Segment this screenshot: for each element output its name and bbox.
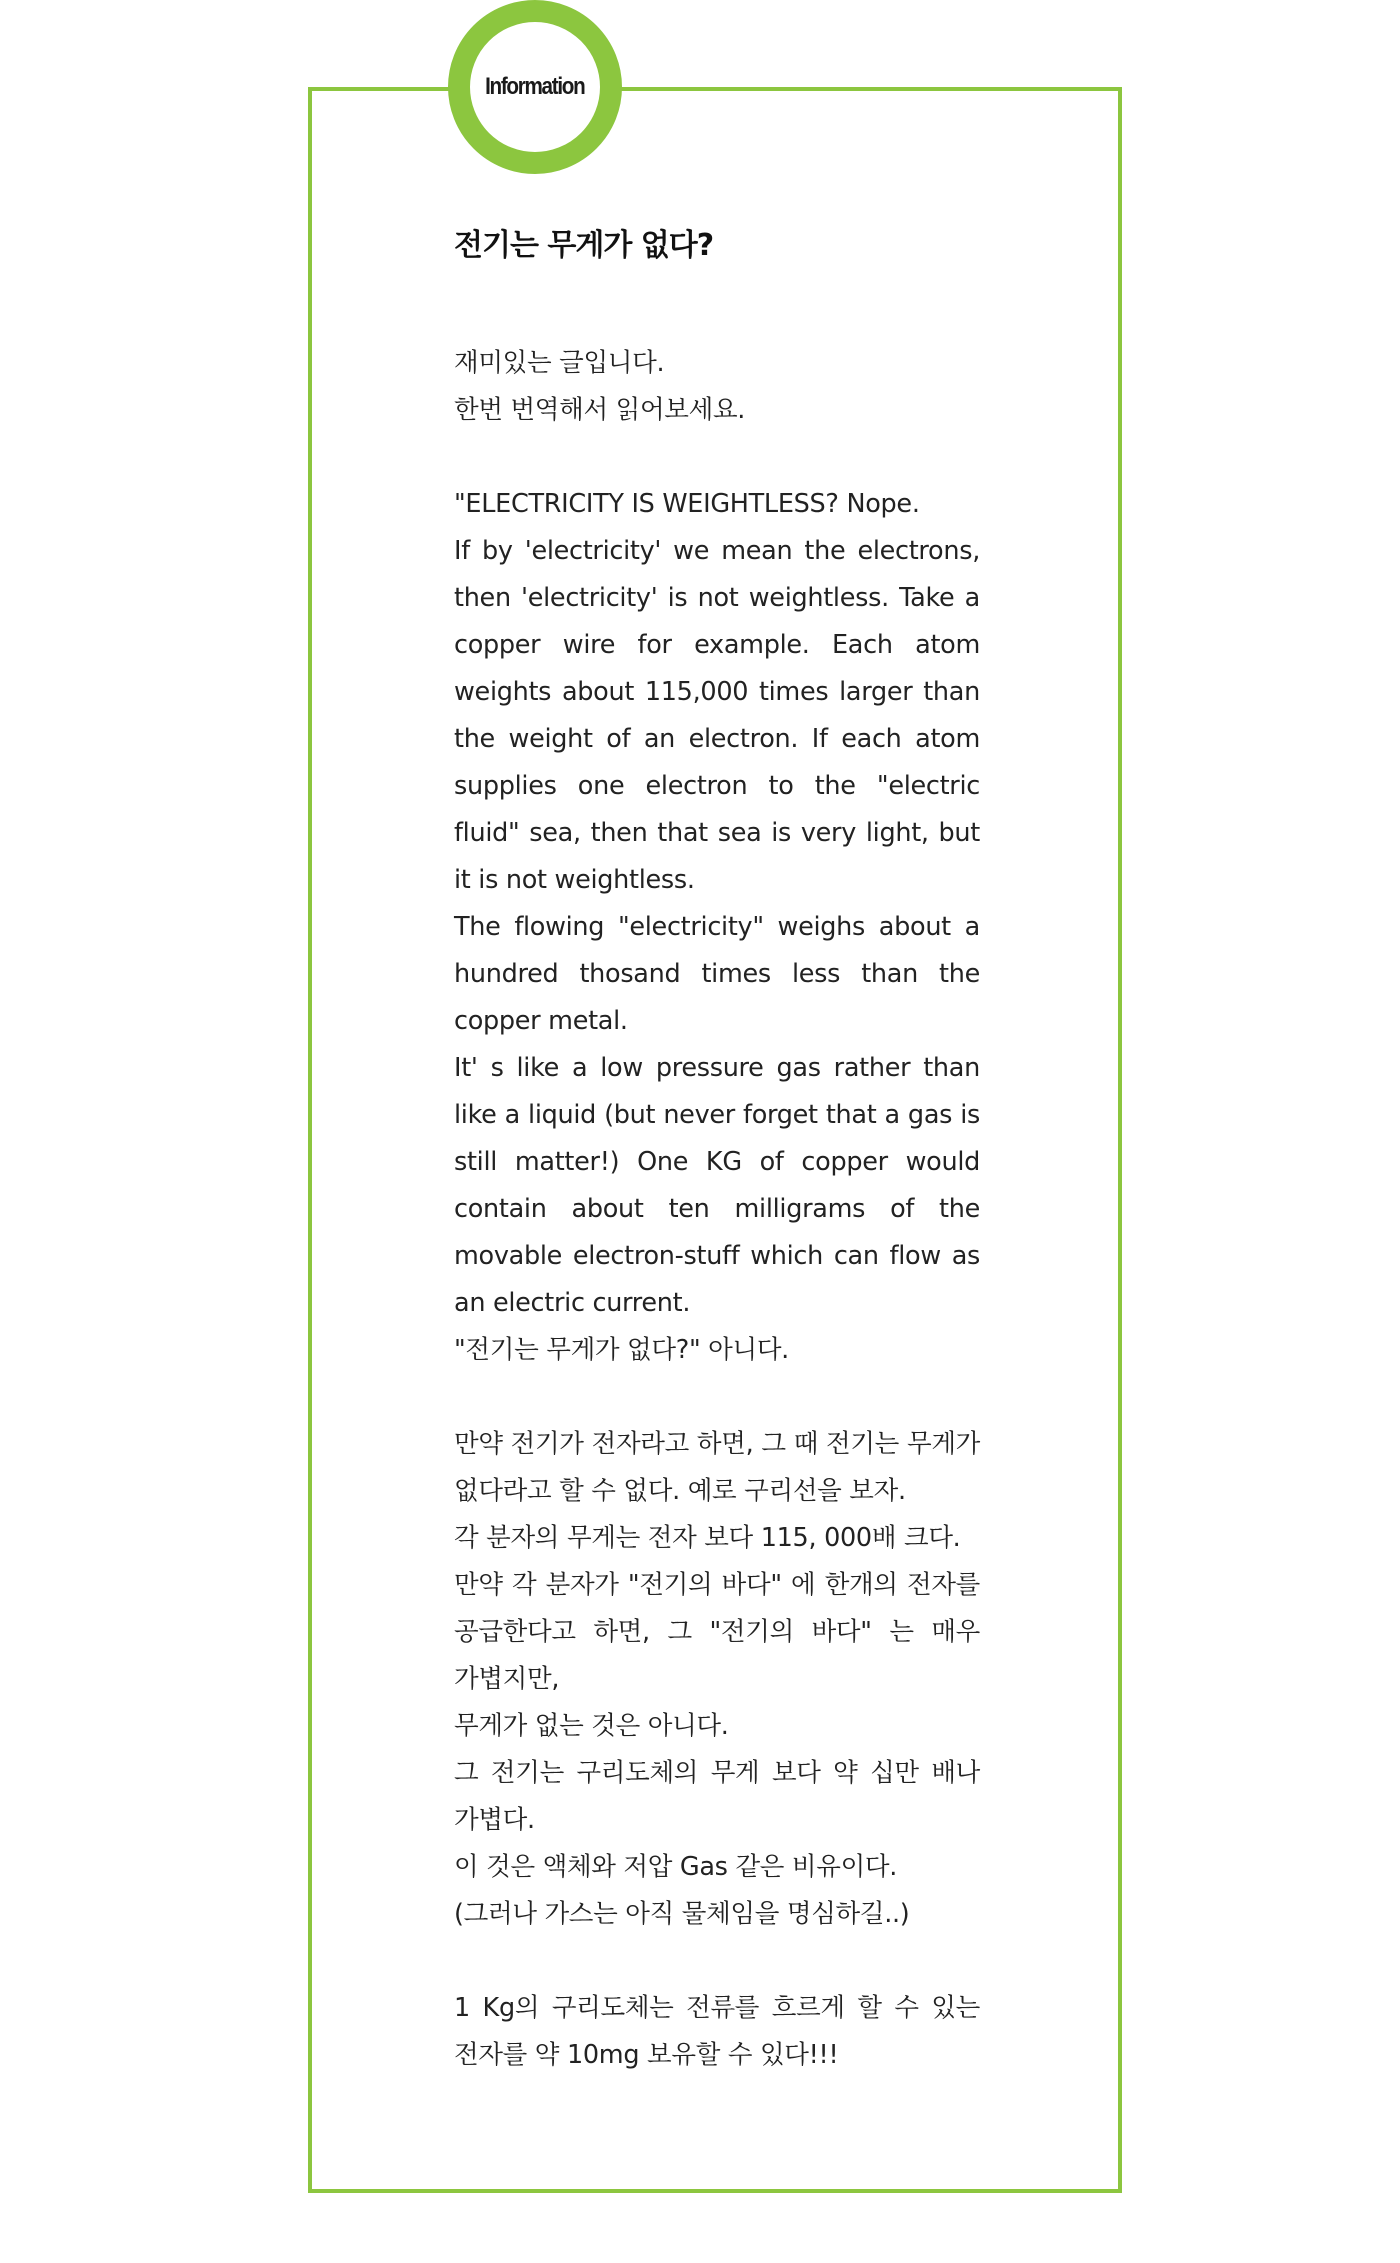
spacer [454, 434, 980, 481]
information-badge [448, 0, 622, 174]
spacer [454, 1374, 980, 1421]
korean-paragraph: 무게가 없는 것은 아니다. [454, 1711, 729, 1741]
korean-paragraph: 그 전기는 구리도체의 무게 보다 약 십만 배나 가볍다. [454, 1758, 980, 1835]
closing-section [454, 1985, 980, 2079]
english-paragraph: It' s like a low pressure gas rather than like a liquid (but never forget that a gas is still matter!) One KG of copper would contain about ten milligrams of the movable electron-stuff which can flow as an electric current. [454, 1053, 980, 1318]
badge-label: Information [485, 73, 585, 100]
intro-section [454, 340, 980, 434]
english-paragraph: If by 'electricity' we mean the electrons, then 'electricity' is not weightless. Take a copper wire for example. Each atom weights about 115,000 times larger than the weight of an electron. If each atom supplies one electron to the "electric fluid" sea, then that sea is very light, but it is not weightless. [454, 536, 980, 895]
korean-paragraph: (그러나 가스는 아직 물체임을 명심하길..) [454, 1899, 910, 1929]
korean-paragraph: 이 것은 액체와 저압 Gas 같은 비유이다. [454, 1852, 898, 1882]
korean-paragraph: 각 분자의 무게는 전자 보다 115, 000배 크다. [454, 1523, 961, 1553]
korean-paragraph: 만약 전기가 전자라고 하면, 그 때 전기는 무게가 없다라고 할 수 없다. 예로 구리선을 보자. [454, 1429, 980, 1506]
korean-section [454, 1421, 980, 1938]
english-summary: "전기는 무게가 없다?" 아니다. [454, 1335, 789, 1365]
english-paragraph: The flowing "electricity" weighs about a hundred thosand times less than the copper metal. [454, 912, 980, 1036]
english-section [454, 481, 980, 1374]
intro-line: 한번 번역해서 읽어보세요. [454, 395, 746, 425]
spacer [454, 1938, 980, 1985]
closing-paragraph: 1 Kg의 구리도체는 전류를 흐르게 할 수 있는 전자를 약 10mg 보유할 수 있다!!! [454, 1993, 980, 2070]
article-title: 전기는 무게가 없다? [454, 228, 714, 263]
english-paragraph: "ELECTRICITY IS WEIGHTLESS? Nope. [454, 489, 920, 519]
article-content [454, 218, 980, 2079]
korean-paragraph: 만약 각 분자가 "전기의 바다" 에 한개의 전자를 공급한다고 하면, 그 "전기의 바다" 는 매우 가볍지만, [454, 1570, 980, 1694]
intro-line: 재미있는 글입니다. [454, 348, 665, 378]
